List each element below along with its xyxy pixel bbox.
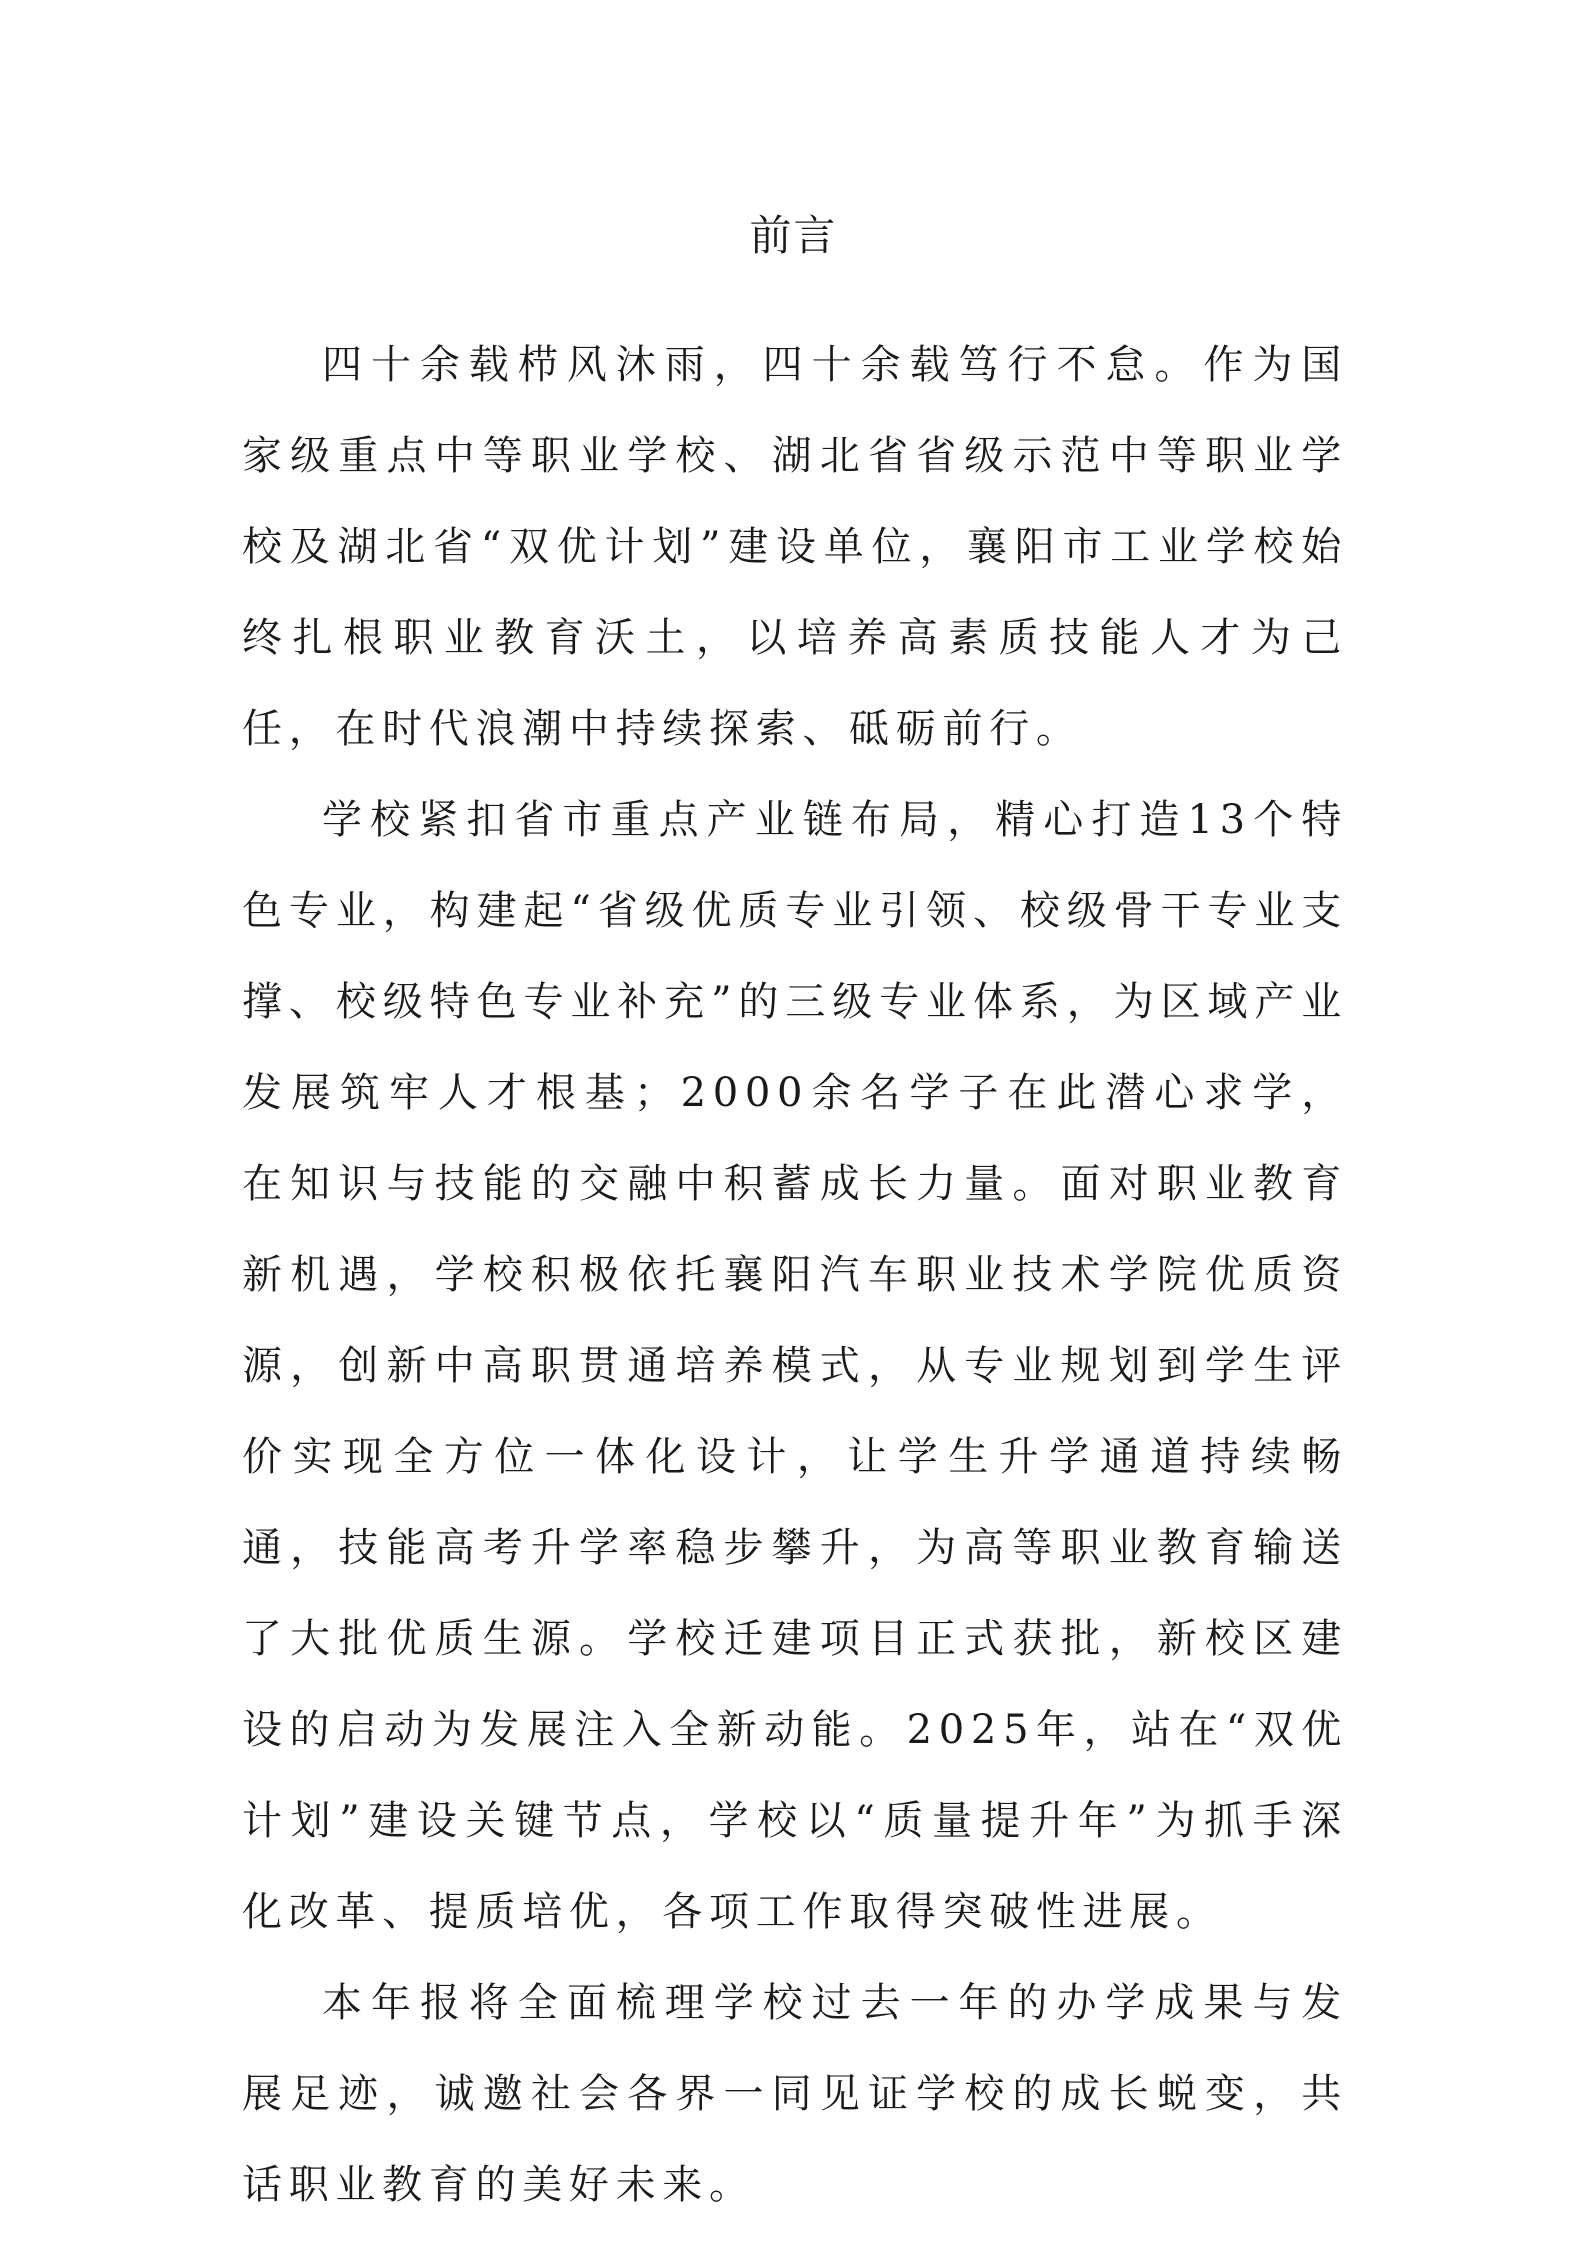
paragraph-closing: 本年报将全面梳理学校过去一年的办学成果与发展足迹，诚邀社会各界一同见证学校的成长蜕变，共话职业教育的美好未来。 [242, 1980, 1348, 2208]
body-text [242, 320, 1348, 2231]
page-title: 前言 [749, 211, 838, 260]
paragraph-intro: 四十余载栉风沐雨，四十余载笃行不怠。作为国家级重点中等职业学校、湖北省省级示范中等职业学校及湖北省“双优计划”建设单位，襄阳市工业学校始终扎根职业教育沃土，以培养高素质技能人才为己任，在时代浪潮中持续探索、砥砺前行。 [242, 342, 1348, 752]
paragraph-development: 学校紧扣省市重点产业链布局，精心打造13个特色专业，构建起“省级优质专业引领、校级骨干专业支撑、校级特色专业补充”的三级专业体系，为区域产业发展筑牢人才根基；2000余名学子在此潜心求学，在知识与技能的交融中积蓄成长力量。面对职业教育新机遇，学校积极依托襄阳汽车职业技术学院优质资源，创新中高职贯通培养模式，从专业规划到学生评价实现全方位一体化设计，让学生升学通道持续畅通，技能高考升学率稳步攀升，为高等职业教育输送了大批优质生源。学校迁建项目正式获批，新校区建设的启动为发展注入全新动能。2025年，站在“双优计划”建设关键节点，学校以“质量提升年”为抓手深化改革、提质培优，各项工作取得突破性进展。 [242, 797, 1348, 1935]
